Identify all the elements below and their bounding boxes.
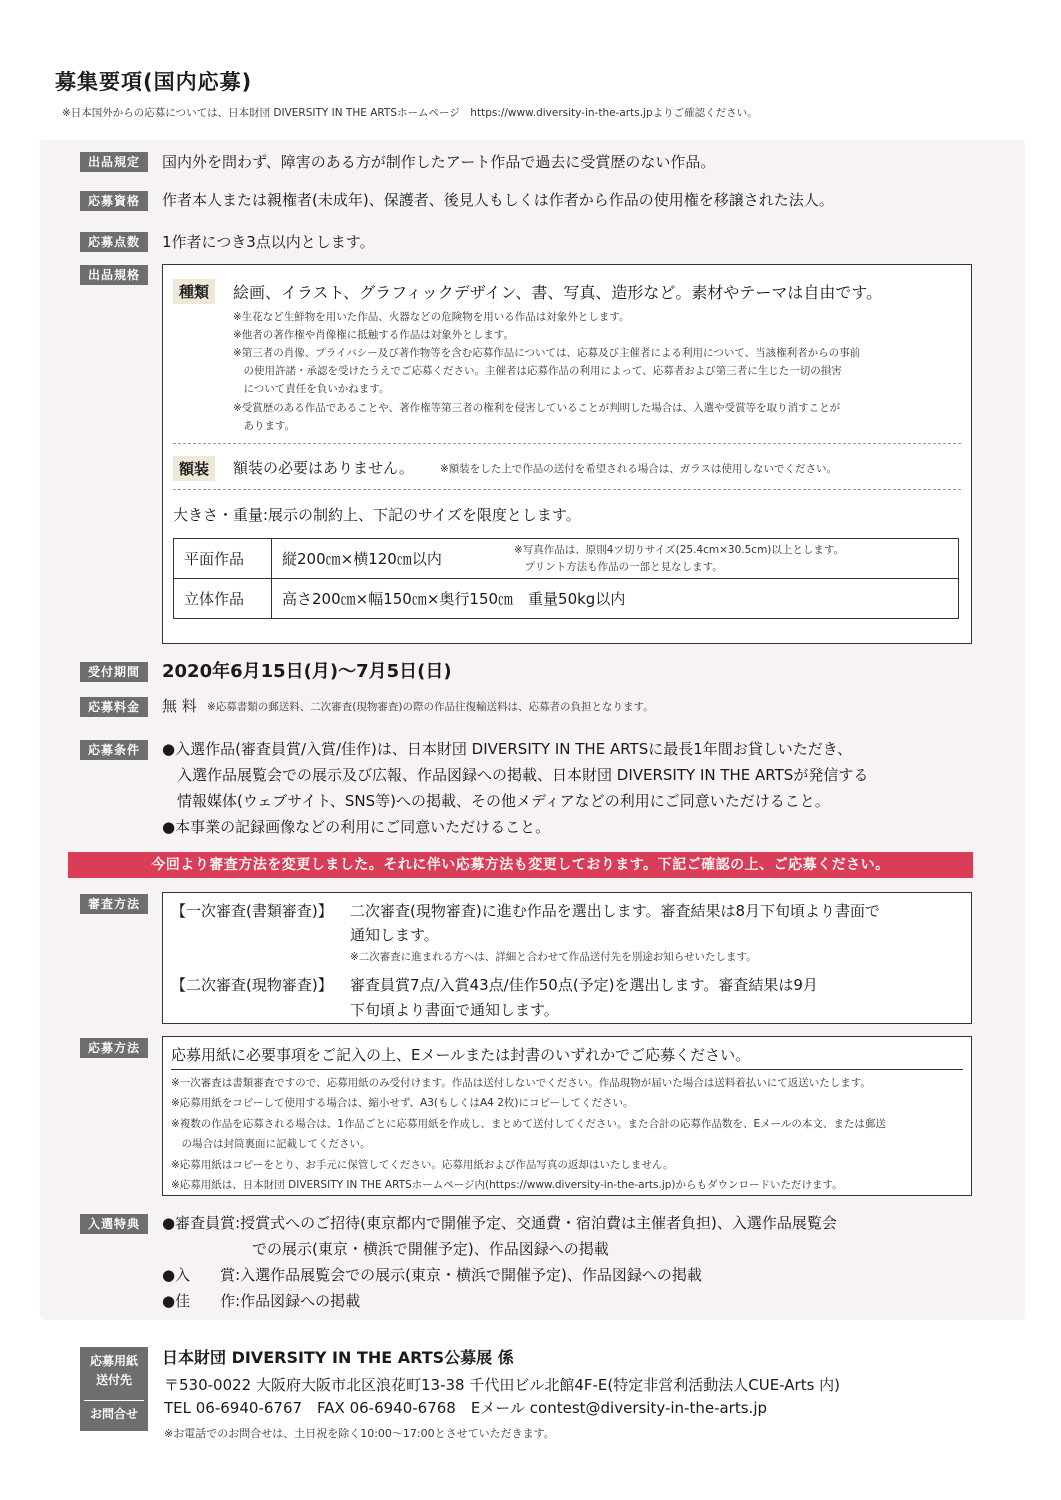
type-note: の使用許諾・承認を受けたうえでご応募ください。主催者は応募作品の利用によって、応募者および第三者に生じた一切の損害	[233, 365, 842, 377]
condition-line: ●入選作品(審査員賞/入賞/佳作)は、日本財団 DIVERSITY IN THE ARTSに最長1年間お貸しいただき、	[162, 740, 853, 758]
review-box	[162, 892, 972, 1024]
fee-text: 無 料	[162, 697, 197, 715]
contact-label-send	[80, 1347, 148, 1397]
first-review-text: 二次審査(現物審査)に進む作品を選出します。審査結果は8月下旬頃より書面で	[350, 902, 881, 920]
contact-label-divider	[84, 1400, 144, 1401]
type-note: ※受賞歴のある作品であることや、著作権等第三者の権利を侵害していることが判明した場合は、入選や受賞等を取り消すことが	[233, 402, 841, 414]
contact-label-inquiry: お問合せ	[80, 1397, 148, 1431]
size-table	[173, 538, 959, 619]
flat-label: 平面作品	[174, 539, 272, 579]
second-review-text: 審査員賞7点/入賞43点/佳作50点(予定)を選出します。審査結果は9月	[350, 976, 818, 994]
count-text: 1作者につき3点以内とします。	[162, 233, 375, 251]
type-note: ※生花など生鮮物を用いた作品、火器などの危険物を用いる作品は対象外とします。	[233, 311, 630, 323]
label-review: 審査方法	[80, 894, 148, 914]
contact-note: ※お電話でのお問合せは、土日祝を除く10:00～17:00とさせていただきます。	[164, 1427, 555, 1440]
benefit-line: ●入 賞:入選作品展覧会での展示(東京・横浜で開催予定)、作品図録への掲載	[162, 1266, 702, 1284]
label-eligibility: 応募資格	[80, 191, 148, 211]
solid-label: 立体作品	[174, 579, 272, 619]
type-note: について責任を負いかねます。	[233, 383, 390, 395]
spec-box	[162, 264, 972, 644]
type-note: あります。	[233, 420, 296, 432]
method-box	[162, 1036, 972, 1196]
label-rules: 出品規定	[80, 152, 148, 172]
flat-value: 縦200㎝×横120㎝以内	[282, 550, 442, 568]
label-count: 応募点数	[80, 232, 148, 252]
label-method: 応募方法	[80, 1038, 148, 1058]
second-review-text: 下旬頃より書面で通知します。	[350, 1001, 559, 1019]
method-note: ※複数の作品を応募される場合は、1作品ごとに応募用紙を作成し、まとめて送付してください。また合計の応募作品数を、Eメールの本文、または郵送	[171, 1118, 886, 1130]
method-note: ※応募用紙はコピーをとり、お手元に保管してください。応募用紙および作品写真の返却はいたしません。	[171, 1159, 674, 1171]
size-text: 大きさ・重量:展示の制約上、下記のサイズを限度とします。	[173, 506, 581, 524]
method-note: ※応募用紙は、日本財団 DIVERSITY IN THE ARTSホームページ内(https://www.diversity-in-the-arts.jp)からもダウンロードいただけます。	[171, 1179, 843, 1191]
contact-label-line: 送付先	[95, 1373, 132, 1387]
frame-text: 額装の必要はありません。	[233, 459, 414, 477]
label-benefits: 入選特典	[80, 1214, 148, 1234]
divider	[173, 489, 961, 490]
label-spec: 出品規格	[80, 265, 148, 285]
label-period: 受付期間	[80, 662, 148, 682]
type-tag: 種類	[173, 279, 215, 304]
condition-line: 入選作品展覧会での展示及び広報、作品図録への掲載、日本財団 DIVERSITY IN THE ARTSが発信する	[162, 766, 869, 784]
type-note: ※第三者の肖像、プライバシー及び著作物等を含む応募作品については、応募及び主催者による利用について、当該権利者からの事前	[233, 347, 861, 359]
contact-address: 〒530-0022 大阪府大阪市北区浪花町13-38 千代田ビル北館4F-E(特定非営利活動法人CUE-Arts 内)	[164, 1376, 841, 1394]
eligibility-text: 作者本人または親権者(未成年)、保護者、後見人もしくは作者から作品の使用権を移譲された法人。	[162, 191, 834, 209]
condition-line: 情報媒体(ウェブサイト、SNS等)への掲載、その他メディアなどの利用にご同意いただけること。	[162, 792, 830, 810]
fee-note: ※応募書類の郵送料、二次審査(現物審査)の際の作品往復輸送料は、応募者の負担となります。	[207, 701, 654, 713]
flat-note: プリント方法も作品の一部と見なします。	[514, 561, 723, 573]
first-review-note: ※二次審査に進まれる方へは、詳細と合わせて作品送付先を別途お知らせいたします。	[350, 951, 757, 963]
contact-label-line: 応募用紙	[89, 1354, 138, 1368]
notice-banner: 今回より審査方法を変更しました。それに伴い応募方法も変更しております。下記ご確認の上、ご応募ください。	[68, 852, 973, 878]
flat-cell	[272, 539, 959, 579]
method-text: 応募用紙に必要事項をご記入の上、Eメールまたは封書のいずれかでご応募ください。	[171, 1046, 751, 1064]
table-row	[174, 579, 959, 619]
contact-tel-fax-email: TEL 06-6940-6767 FAX 06-6940-6768 Eメール contest@diversity-in-the-arts.jp	[164, 1399, 768, 1417]
overseas-note: ※日本国外からの応募については、日本財団 DIVERSITY IN THE ARTSホームページ https://www.diversity-in-the-arts.jpよりご確認ください。	[62, 107, 758, 119]
period-text: 2020年6月15日(月)～7月5日(日)	[162, 661, 452, 682]
solid-value: 高さ200㎝×幅150㎝×奥行150㎝ 重量50kg以内	[272, 579, 959, 619]
type-note: ※他者の著作権や肖像権に抵触する作品は対象外とします。	[233, 329, 514, 341]
label-fee: 応募料金	[80, 697, 148, 717]
benefit-line: ●審査員賞:授賞式へのご招待(東京都内で開催予定、交通費・宿泊費は主催者負担)、入選作品展覧会	[162, 1214, 837, 1232]
first-review-text: 通知します。	[350, 926, 439, 944]
benefit-line: ●佳 作:作品図録への掲載	[162, 1292, 361, 1310]
method-note: ※一次審査は書類審査ですので、応募用紙のみ受付けます。作品は送付しないでください。作品現物が届いた場合は送料着払いにて返送いたします。	[171, 1077, 871, 1089]
flat-note: ※写真作品は、原則4ツ切りサイズ(25.4cm×30.5cm)以上とします。	[514, 544, 845, 556]
method-note: の場合は封筒裏面に記載してください。	[171, 1138, 371, 1150]
condition-line: ●本事業の記録画像などの利用にご同意いただけること。	[162, 818, 551, 836]
frame-tag: 額装	[173, 456, 215, 481]
divider	[173, 443, 961, 444]
label-conditions: 応募条件	[80, 740, 148, 760]
benefit-line: での展示(東京・横浜で開催予定)、作品図録への掲載	[162, 1240, 609, 1258]
rules-text: 国内外を問わず、障害のある方が制作したアート作品で過去に受賞歴のない作品。	[162, 153, 716, 171]
first-review-head: 【一次審査(書類審査)】	[171, 902, 333, 920]
second-review-head: 【二次審査(現物審査)】	[171, 976, 333, 994]
table-row	[174, 539, 959, 579]
type-text: 絵画、イラスト、グラフィックデザイン、書、写真、造形など。素材やテーマは自由です。	[233, 283, 883, 302]
frame-note: ※額装をした上で作品の送付を希望される場合は、ガラスは使用しないでください。	[440, 463, 837, 475]
page-title: 募集要項(国内応募)	[55, 70, 253, 94]
divider	[171, 1069, 963, 1070]
method-note: ※応募用紙をコピーして使用する場合は、縮小せず、A3(もしくはA4 2枚)にコピーしてください。	[171, 1097, 634, 1109]
contact-org: 日本財団 DIVERSITY IN THE ARTS公募展 係	[162, 1348, 514, 1367]
